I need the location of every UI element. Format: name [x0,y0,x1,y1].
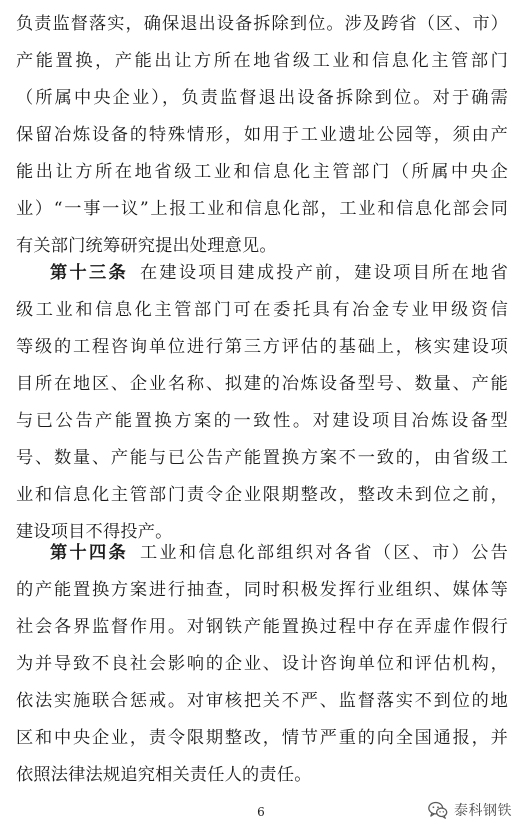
text-line: 与已公告产能置换方案的一致性。对建设项目冶炼设备型 [16,411,508,431]
article-13-first-line [16,255,508,292]
text-line: 能出让方所在地省级工业和信息化主管部门（所属中央企 [16,162,508,182]
text-line: 建设项目不得投产。 [16,522,173,542]
text-segment: 在建设项目建成投产前，建设项目所在地省 [139,263,508,283]
text-line: 产能置换，产能出让方所在地省级工业和信息化主管部门 [16,51,508,71]
text-line: 为并导致不良社会影响的企业、设计咨询单位和评估机构， [16,654,508,674]
paragraph-continuation [16,6,508,265]
text-line: 负责监督落实，确保退出设备拆除到位。涉及跨省（区、市） [16,14,508,34]
article-13-label: 第十三条 [50,263,128,283]
text-line: 业和信息化主管部门责令企业限期整改，整改未到位之前， [16,485,508,505]
text-line: 号、数量、产能与已公告产能置换方案不一致的，由省级工 [16,448,508,468]
text-line: 等级的工程咨询单位进行第三方评估的基础上，核实建设项 [16,337,508,357]
page-number: 6 [257,805,265,819]
text-line: （所属中央企业），负责监督退出设备拆除到位。对于确需 [16,88,508,108]
text-line: 保留冶炼设备的特殊情形，如用于工业遗址公园等，须由产 [16,125,508,145]
text-line: 的产能置换方案进行抽查，同时积极发挥行业组织、媒体等 [16,580,508,600]
text-line: 有关部门统筹研究提出处理意见。 [16,236,277,256]
article-14-paragraph [16,535,508,794]
text-line: 级工业和信息化主管部门可在委托具有冶金专业甲级资信 [16,300,508,320]
article-13-paragraph [16,255,508,551]
text-segment: 工业和信息化部组织对各省（区、市）公告 [139,543,508,563]
text-line: 业）“一事一议”上报工业和信息化部，工业和信息化部会同 [16,199,508,219]
text-line: 依法实施联合惩戒。对审核把关不严、监督落实不到位的地 [16,691,508,711]
text-line: 目所在地区、企业名称、拟建的冶炼设备型号、数量、产能 [16,374,508,394]
text-line: 依照法律法规追究相关责任人的责任。 [16,765,312,785]
watermark-text: 泰科钢铁 [454,803,512,819]
text-line: 社会各界监督作用。对钢铁产能置换过程中存在弄虚作假行 [16,617,508,637]
watermark [427,796,512,824]
wechat-icon [427,799,449,821]
text-line: 区和中央企业，责令限期整改，情节严重的向全国通报，并 [16,728,508,748]
article-14-label: 第十四条 [50,543,128,563]
article-14-first-line [16,535,508,572]
